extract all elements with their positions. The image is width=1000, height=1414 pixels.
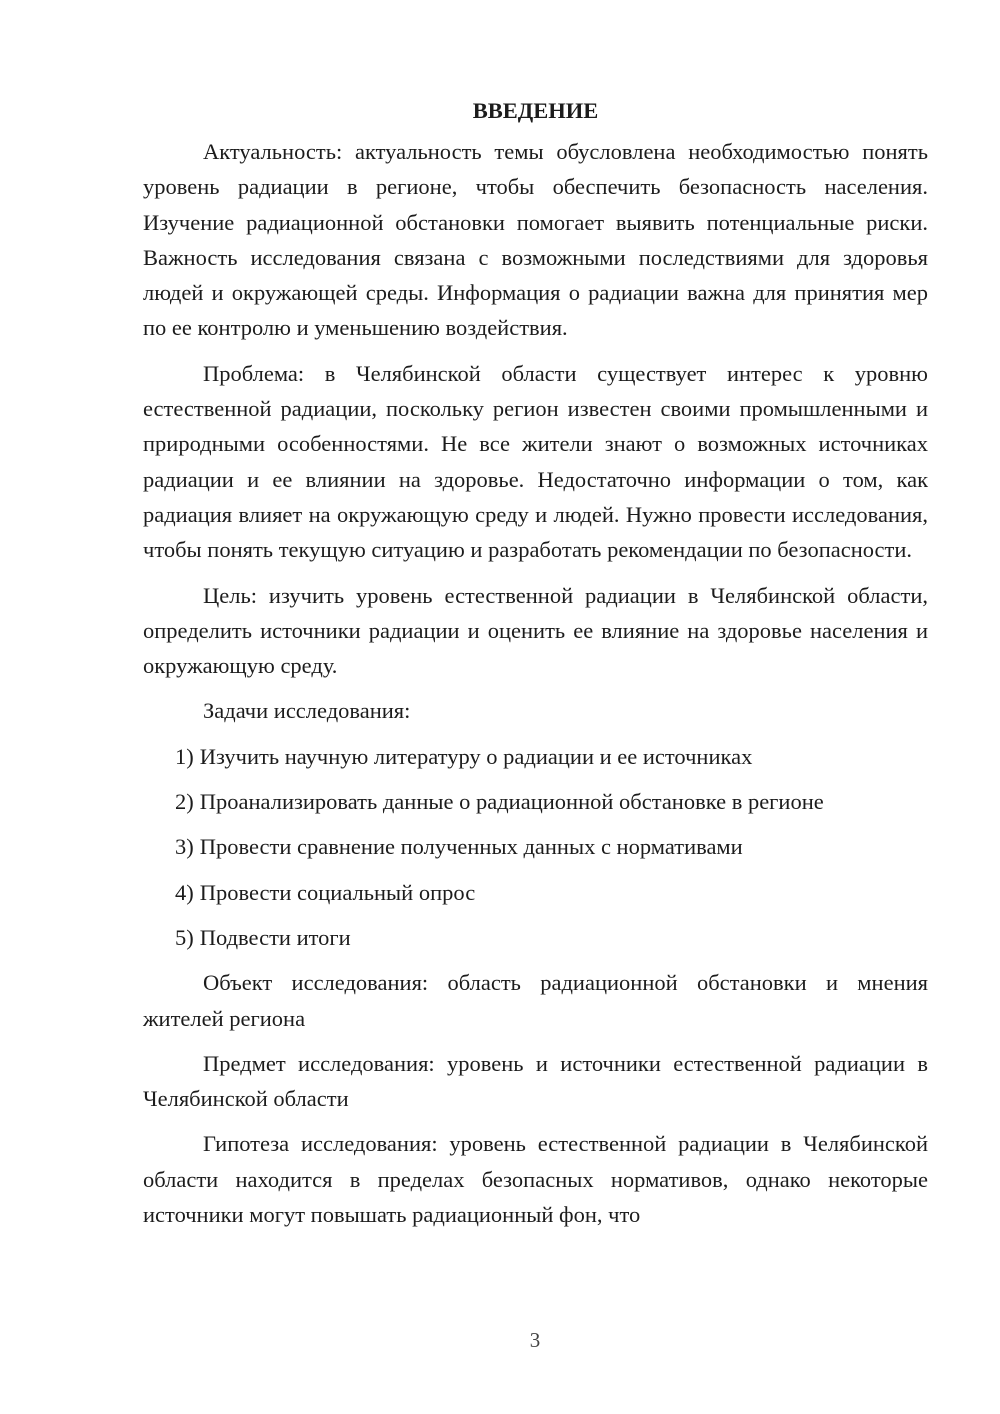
list-item-text: Провести сравнение полученных данных с нормативами (199, 834, 743, 860)
list-item (143, 875, 928, 910)
paragraph-object: Объект исследования: область радиационной обстановки и мнения жителей региона (143, 970, 928, 1031)
list-item-text: Провести социальный опрос (199, 879, 476, 905)
paragraph-tasks-intro: Задачи исследования: (203, 698, 411, 724)
list-item-number: 2) (175, 789, 194, 815)
list-item-number: 5) (175, 924, 194, 950)
page-number: 3 (529, 1328, 541, 1352)
paragraph-hypothesis: Гипотеза исследования: уровень естественной радиации в Челябинской области находится в пределах безопасных нормативов, однако некоторые источники могут повышать радиационный фон, что (143, 1131, 928, 1228)
paragraph-relevance: Актуальность: актуальность темы обусловлена необходимостью понять уровень радиации в регионе, чтобы обеспечить безопасность населения. Изучение радиационной обстановки помогает выявить потенциальные риски. Важность исследования связана с возможными последствиями для здоровья людей и окружающей среды. Информация о радиации важна для принятия мер по ее контролю и уменьшению воздействия. (143, 139, 928, 341)
page-title: ВВЕДЕНИЕ (472, 98, 599, 123)
list-item (143, 784, 928, 819)
list-item-text: Подвести итоги (199, 924, 351, 950)
paragraph-problem: Проблема: в Челябинской области существует интерес к уровню естественной радиации, поскольку регион известен своими промышленными и природными особенностями. Не все жители знают о возможных источниках радиации и ее влиянии на здоровье. Недостаточно информации о том, как радиация влияет на окружающую среду и людей. Нужно провести исследования, чтобы понять текущую ситуацию и разработать рекомендации по безопасности. (143, 360, 928, 563)
list-item-number: 3) (175, 834, 194, 860)
paragraph-subject: Предмет исследования: уровень и источники естественной радиации в Челябинской области (143, 1050, 928, 1112)
list-item (143, 739, 928, 774)
paragraph-goal: Цель: изучить уровень естественной радиации в Челябинской области, определить источники радиации и оценить ее влияние на здоровье населения и окружающую среду. (143, 582, 928, 679)
list-item-number: 4) (175, 879, 194, 905)
document-page (143, 93, 928, 1242)
list-item-text: Изучить научную литературу о радиации и ее источниках (199, 743, 753, 769)
list-item-text: Проанализировать данные о радиационной обстановке в регионе (199, 789, 824, 815)
list-item-number: 1) (175, 743, 194, 769)
list-item (143, 829, 928, 864)
list-item (143, 920, 928, 955)
tasks-list (143, 739, 928, 955)
